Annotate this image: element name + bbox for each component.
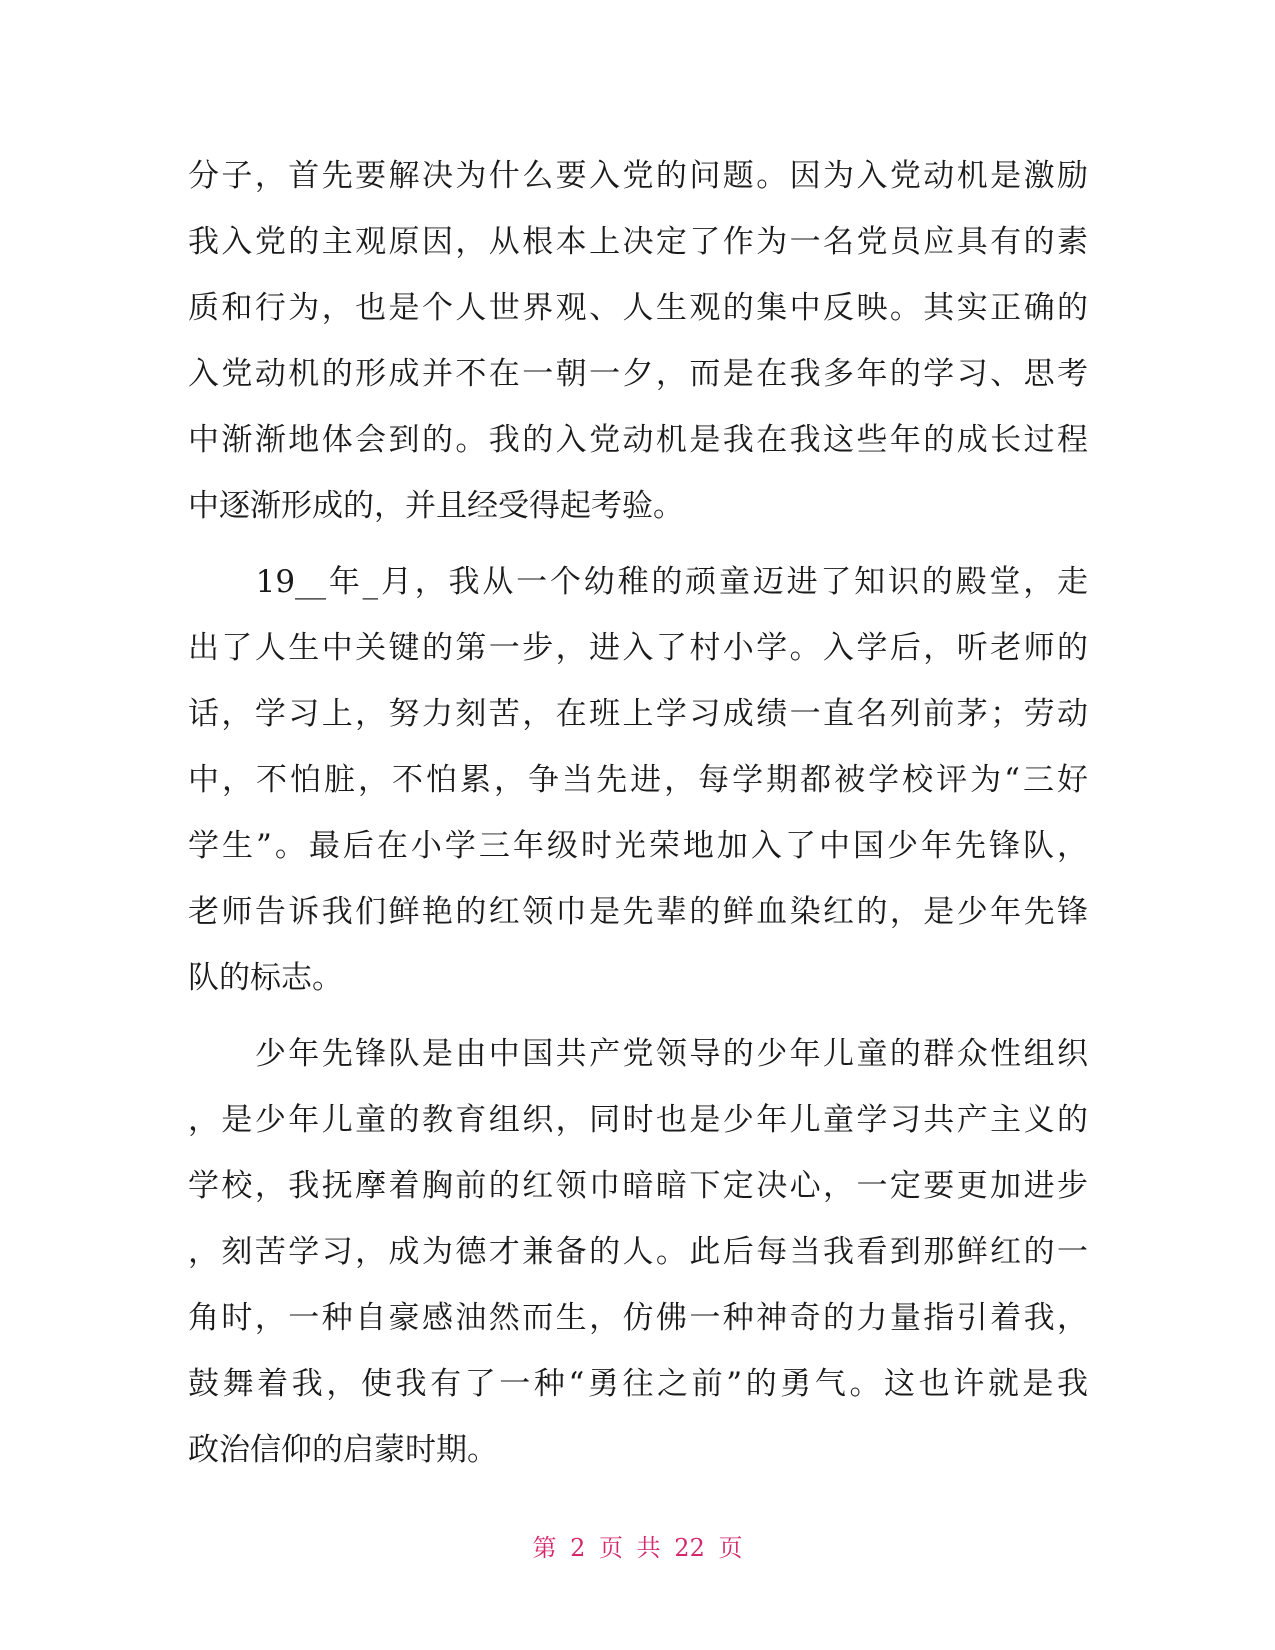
text-line: 话，学习上，努力刻苦，在班上学习成绩一直名列前茅；劳动 <box>188 696 1088 732</box>
text-line: 中渐渐地体会到的。我的入党动机是我在我这些年的成长过程 <box>188 422 1088 458</box>
text-line: 老师告诉我们鲜艳的红领巾是先辈的鲜血染红的，是少年先锋 <box>188 894 1088 930</box>
text-line: 质和行为，也是个人世界观、人生观的集中反映。其实正确的 <box>188 290 1088 326</box>
text-line: 学校，我抚摩着胸前的红领巾暗暗下定决心，一定要更加进步 <box>188 1168 1088 1204</box>
text-line: 中，不怕脏，不怕累，争当先进，每学期都被学校评为“三好 <box>188 762 1088 798</box>
text-line: ，是少年儿童的教育组织，同时也是少年儿童学习共产主义的 <box>188 1102 1088 1138</box>
text-line: 出了人生中关键的第一步，进入了村小学。入学后，听老师的 <box>188 630 1088 666</box>
text-line: 入党动机的形成并不在一朝一夕，而是在我多年的学习、思考 <box>188 356 1088 392</box>
text-line: 少年先锋队是由中国共产党领导的少年儿童的群众性组织 <box>188 1036 1088 1072</box>
text-line: 中逐渐形成的，并且经受得起考验。 <box>188 488 684 524</box>
document-body <box>188 143 1088 1483</box>
paragraph-1 <box>188 143 1088 539</box>
page-number-footer: 第 2 页 共 22 页 <box>532 1534 743 1562</box>
text-line: 分子，首先要解决为什么要入党的问题。因为入党动机是激励 <box>188 158 1088 194</box>
text-line: 角时，一种自豪感油然而生，仿佛一种神奇的力量指引着我， <box>188 1300 1088 1336</box>
text-line: 学生”。最后在小学三年级时光荣地加入了中国少年先锋队， <box>188 828 1088 864</box>
text-line: 我入党的主观原因，从根本上决定了作为一名党员应具有的素 <box>188 224 1088 260</box>
text-line: 队的标志。 <box>188 960 343 996</box>
text-line: 鼓舞着我，使我有了一种“勇往之前”的勇气。这也许就是我 <box>188 1366 1088 1402</box>
text-line: ，刻苦学习，成为德才兼备的人。此后每当我看到那鲜红的一 <box>188 1234 1088 1270</box>
text-line: 政治信仰的启蒙时期。 <box>188 1432 498 1468</box>
paragraph-2 <box>188 549 1088 1011</box>
text-line: 19__年_月，我从一个幼稚的顽童迈进了知识的殿堂，走 <box>188 564 1088 600</box>
paragraph-3 <box>188 1021 1088 1483</box>
